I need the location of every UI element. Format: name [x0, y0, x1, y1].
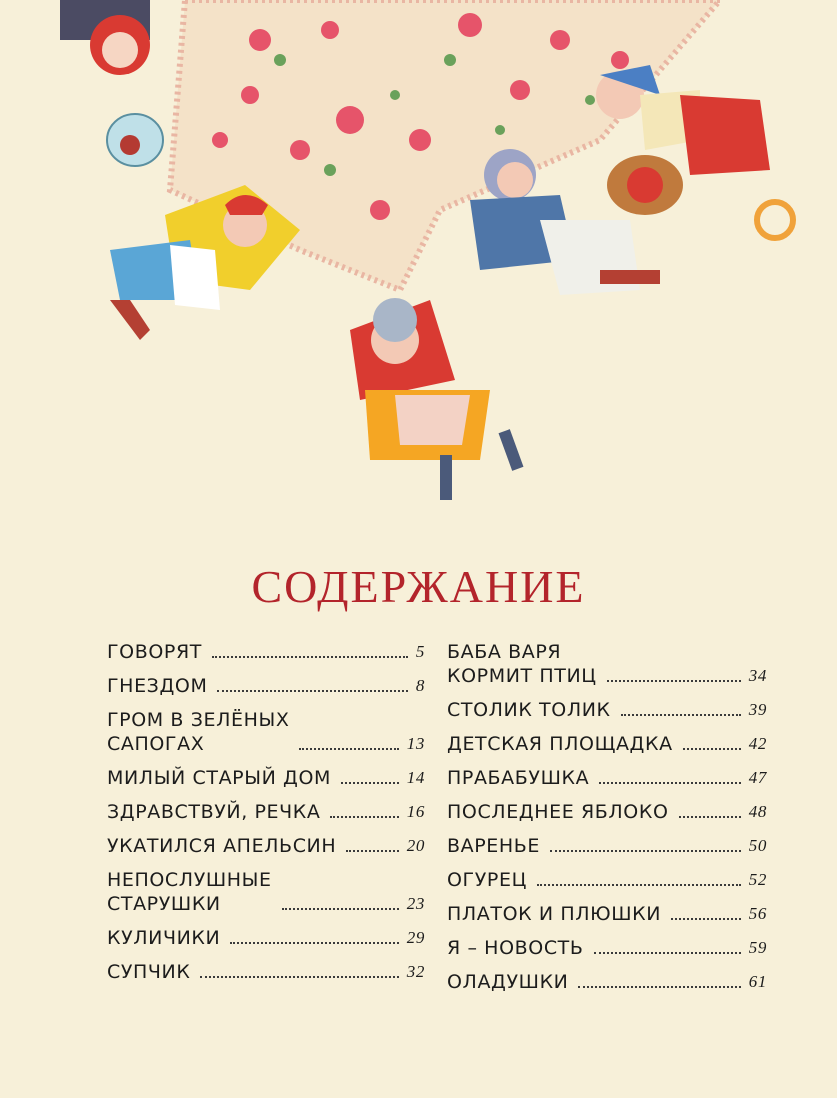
dot-leader — [683, 748, 741, 750]
toc-entry[interactable] — [447, 834, 767, 858]
dot-leader — [594, 952, 741, 954]
dot-leader — [599, 782, 741, 784]
toc-entry-page: 59 — [748, 938, 767, 957]
dot-leader — [346, 850, 399, 852]
dot-leader — [341, 782, 399, 784]
dot-leader — [230, 942, 398, 944]
toc-entry-title: ПОСЛЕДНЕЕ ЯБЛОКО — [447, 801, 669, 823]
toc-entry[interactable] — [447, 868, 767, 892]
toc-entry-title: НЕПОСЛУШНЫЕ СТАРУШКИ — [107, 869, 272, 915]
toc-entry-page: 14 — [406, 768, 425, 787]
dot-leader — [607, 680, 741, 682]
toc-entry-page: 34 — [748, 666, 767, 685]
dot-leader — [330, 816, 398, 818]
toc-entry-page: 5 — [415, 642, 425, 661]
toc-entry[interactable] — [447, 640, 767, 688]
toc-entry[interactable] — [447, 698, 767, 722]
grannies-illustration — [0, 0, 837, 540]
toc-entry-page: 56 — [748, 904, 767, 923]
toc-entry-page: 47 — [748, 768, 767, 787]
toc-entry[interactable] — [447, 732, 767, 756]
toc-entry-title: ГОВОРЯТ — [107, 641, 202, 663]
toc-entry-title: ГНЕЗДОМ — [107, 675, 208, 697]
toc-entry-page: 23 — [406, 894, 425, 913]
dot-leader — [578, 986, 740, 988]
toc-entry-page: 16 — [406, 802, 425, 821]
dot-leader — [299, 748, 398, 750]
toc-entry-title: БАБА ВАРЯ КОРМИТ ПТИЦ — [447, 641, 597, 687]
dot-leader — [212, 656, 408, 658]
dot-leader — [282, 908, 399, 910]
toc-entry-title: МИЛЫЙ СТАРЫЙ ДОМ — [107, 767, 332, 789]
toc-entry[interactable] — [447, 970, 767, 994]
toc-entry-title: СТОЛИК ТОЛИК — [447, 699, 611, 721]
dot-leader — [550, 850, 741, 852]
toc-entry[interactable] — [107, 708, 425, 756]
toc-entry-page: 61 — [748, 972, 767, 991]
toc-entry-page: 20 — [406, 836, 425, 855]
dot-leader — [200, 976, 398, 978]
granny-left-yellow — [110, 185, 300, 340]
dot-leader — [217, 690, 407, 692]
toc-entry-title: СУПЧИК — [107, 961, 191, 983]
toc-entry-title: ВАРЕНЬЕ — [447, 835, 541, 857]
toc-entry-title: ДЕТСКАЯ ПЛОЩАДКА — [447, 733, 673, 755]
toc-entry-page: 50 — [748, 836, 767, 855]
toc-entry-page: 48 — [748, 802, 767, 821]
toc-entry[interactable] — [107, 960, 425, 984]
toc-entry-page: 29 — [406, 928, 425, 947]
dot-leader — [671, 918, 741, 920]
toc-entry-title: Я – НОВОСТЬ — [447, 937, 584, 959]
toc-entry-title: ПРАБАБУШКА — [447, 767, 590, 789]
dot-leader — [679, 816, 741, 818]
toc-entry[interactable] — [107, 674, 425, 698]
toc-entry-title: УКАТИЛСЯ АПЕЛЬСИН — [107, 835, 337, 857]
toc-title: СОДЕРЖАНИЕ — [251, 561, 586, 612]
dot-leader — [621, 714, 741, 716]
toc-entry-title: КУЛИЧИКИ — [107, 927, 221, 949]
toc-entry-title: ЗДРАВСТВУЙ, РЕЧКА — [107, 801, 321, 823]
toc-entry[interactable] — [447, 902, 767, 926]
toc-entry[interactable] — [107, 766, 425, 790]
toc-entry[interactable] — [107, 640, 425, 664]
granny-top-left — [60, 0, 163, 166]
toc-entry-title: ОГУРЕЦ — [447, 869, 527, 891]
toc-entry-page: 42 — [748, 734, 767, 753]
toc-entry[interactable] — [107, 834, 425, 858]
granny-top-right — [596, 65, 770, 175]
toc-entry-page: 8 — [415, 676, 425, 695]
toc-entry[interactable] — [447, 766, 767, 790]
toc-entry-title: ОЛАДУШКИ — [447, 971, 569, 993]
toc-entry-page: 52 — [748, 870, 767, 889]
toc-entry-page: 39 — [748, 700, 767, 719]
toc-entry[interactable] — [107, 868, 425, 916]
toc-entry[interactable] — [447, 800, 767, 824]
toc-entry[interactable] — [107, 800, 425, 824]
toc-left-column — [107, 640, 425, 994]
toc-right-column — [447, 640, 767, 1004]
dot-leader — [537, 884, 741, 886]
toc-entry[interactable] — [447, 936, 767, 960]
toc-entry-title: ПЛАТОК И ПЛЮШКИ — [447, 903, 662, 925]
toc-entry-page: 32 — [406, 962, 425, 981]
toc-entry[interactable] — [107, 926, 425, 950]
granny-center-red — [350, 298, 523, 500]
toc-entry-page: 13 — [406, 734, 425, 753]
toc-entry-title: ГРОМ В ЗЕЛЁНЫХ САПОГАХ — [107, 709, 290, 755]
